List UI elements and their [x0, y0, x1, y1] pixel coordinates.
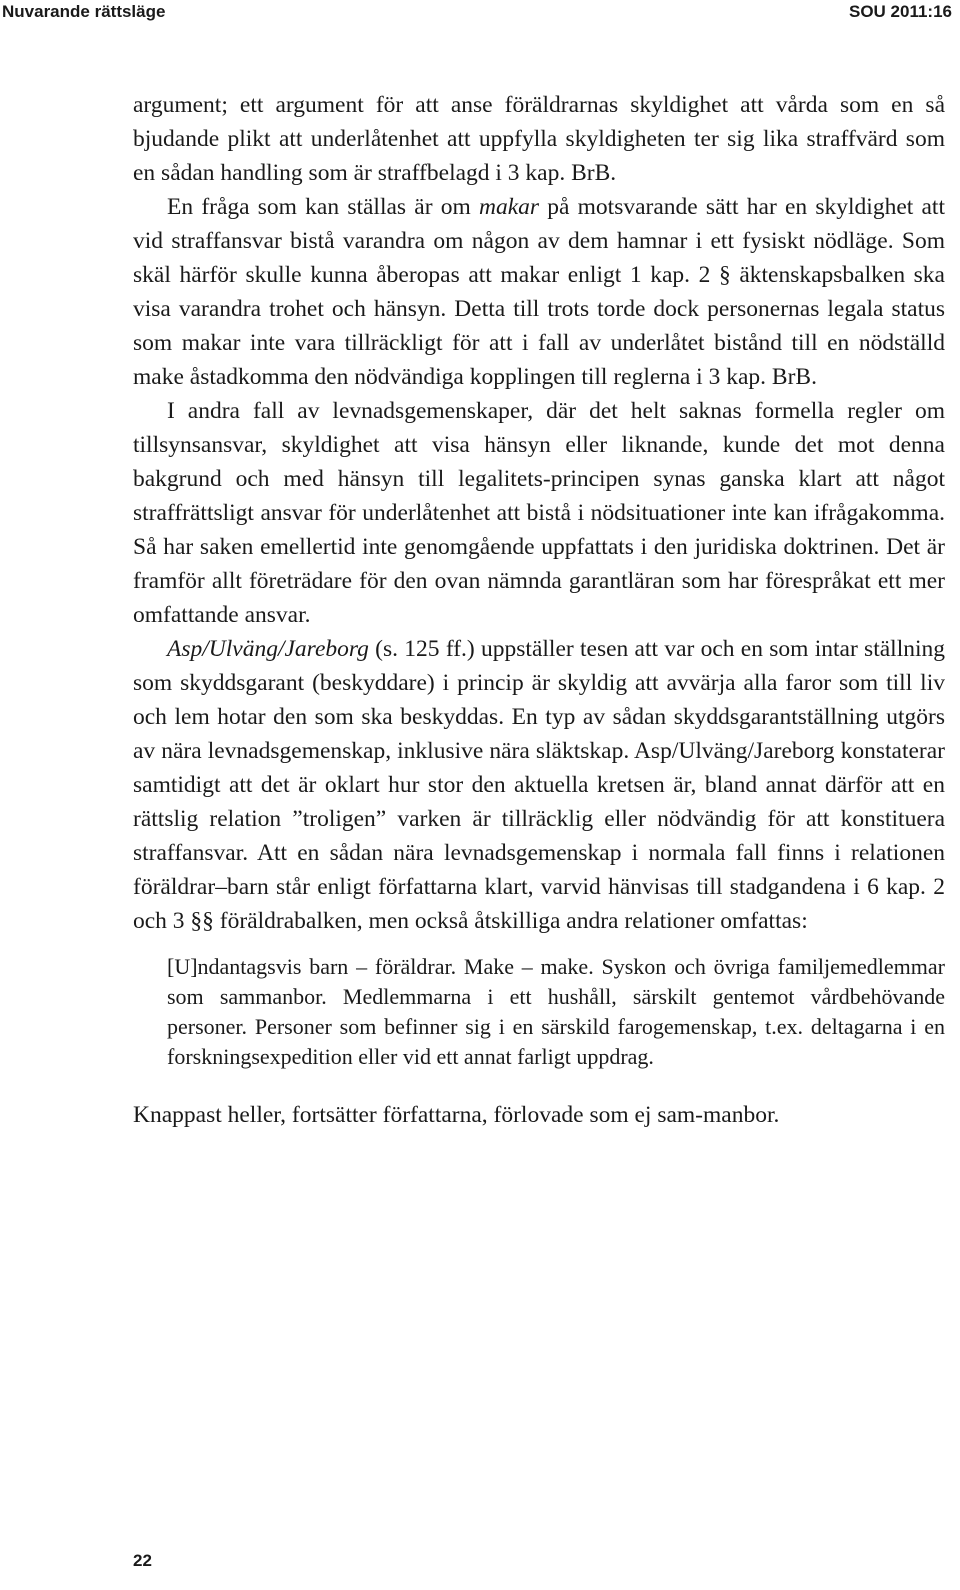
header-report-id: SOU 2011:16	[848, 2, 952, 21]
page-number: 22	[133, 1551, 152, 1570]
running-header	[0, 0, 960, 24]
emphasis-text: Asp/Ulväng/Jareborg	[167, 636, 369, 662]
header-section-title: Nuvarande rättsläge	[2, 2, 166, 21]
paragraph-asp-ulvang-jareborg	[133, 632, 945, 938]
paragraph-text: på motsvarande sätt har en skyldighet att vid straffansvar bistå varandra om någon av dem hamnar i ett fysiskt nödläge. Som skäl härför skulle kunna åberopas att makar enligt 1 kap. 2 § äktenskapsbalken ska visa varandra trohet och hänsyn. Detta till trots torde dock personernas legala status som makar inte vara tillräckligt för att i fall av underlåtet bistånd till en nödställd make åstadkomma den nödvändiga kopplingen till reglerna i 3 kap. BrB.	[133, 194, 945, 390]
body-text	[133, 88, 945, 1132]
paragraph-text: En fråga som kan ställas är om	[167, 194, 479, 220]
emphasis-text: makar	[478, 194, 540, 220]
paragraph-continuation: argument; ett argument för att anse föräldrarnas skyldighet att vårda som en så bjudande plikt att underlåtenhet att uppfylla skyldigheten ter sig lika straffvärd som en sådan handling som är straffbelagd i 3 kap. BrB.	[133, 92, 945, 186]
block-quote: [U]ndantagsvis barn – föräldrar. Make – make. Syskon och övriga familjemedlemmar som sammanbor. Medlemmarna i ett hushåll, särskilt gentemot vårdbehövande personer. Personer som befinner sig i en särskild farogemenskap, t.ex. deltagarna i en forskningsexpedition eller vid ett annat farligt uppdrag.	[167, 954, 945, 1069]
paragraph-closing: Knappast heller, fortsätter författarna, förlovade som ej sam-manbor.	[133, 1102, 780, 1128]
paragraph-levnadsgemenskaper: I andra fall av levnadsgemenskaper, där det helt saknas formella regler om tillsynsansvar, skyldighet att visa hänsyn eller liknande, kunde det mot denna bakgrund och med hänsyn till legalitets-principen synas ganska klart att något straffrättsligt ansvar för underlåtenhet att bistå i nödsituationer inte kan ifrågakomma. Så har saken emellertid inte genomgående uppfattats i den juridiska doktrinen. Det är framför allt företrädare för den ovan nämnda garantläran som har förespråkat ett mer omfattande ansvar.	[133, 398, 945, 628]
paragraph-text: (s. 125 ff.) uppställer tesen att var och en som intar ställning som skyddsgarant (beskyddare) i princip är skyldig att avvärja alla faror som till liv och lem hotar den som ska beskyddas. En typ av sådan skyddsgarantställning utgörs av nära levnadsgemenskap, inklusive nära släktskap. Asp/Ulväng/Jareborg konstaterar samtidigt att det är oklart hur stor den aktuella kretsen är, bland annat därför att en rättslig relation ”troligen” varken är tillräcklig eller nödvändig för att konstituera straffansvar. Att en sådan nära levnadsgemenskap i normala fall finns i relationen föräldrar–barn står enligt författarna klart, varvid hänvisas till stadgandena i 6 kap. 2 och 3 §§ föräldrabalken, men också åtskilliga andra relationer omfattas:	[133, 636, 945, 934]
paragraph-makar	[133, 190, 945, 394]
